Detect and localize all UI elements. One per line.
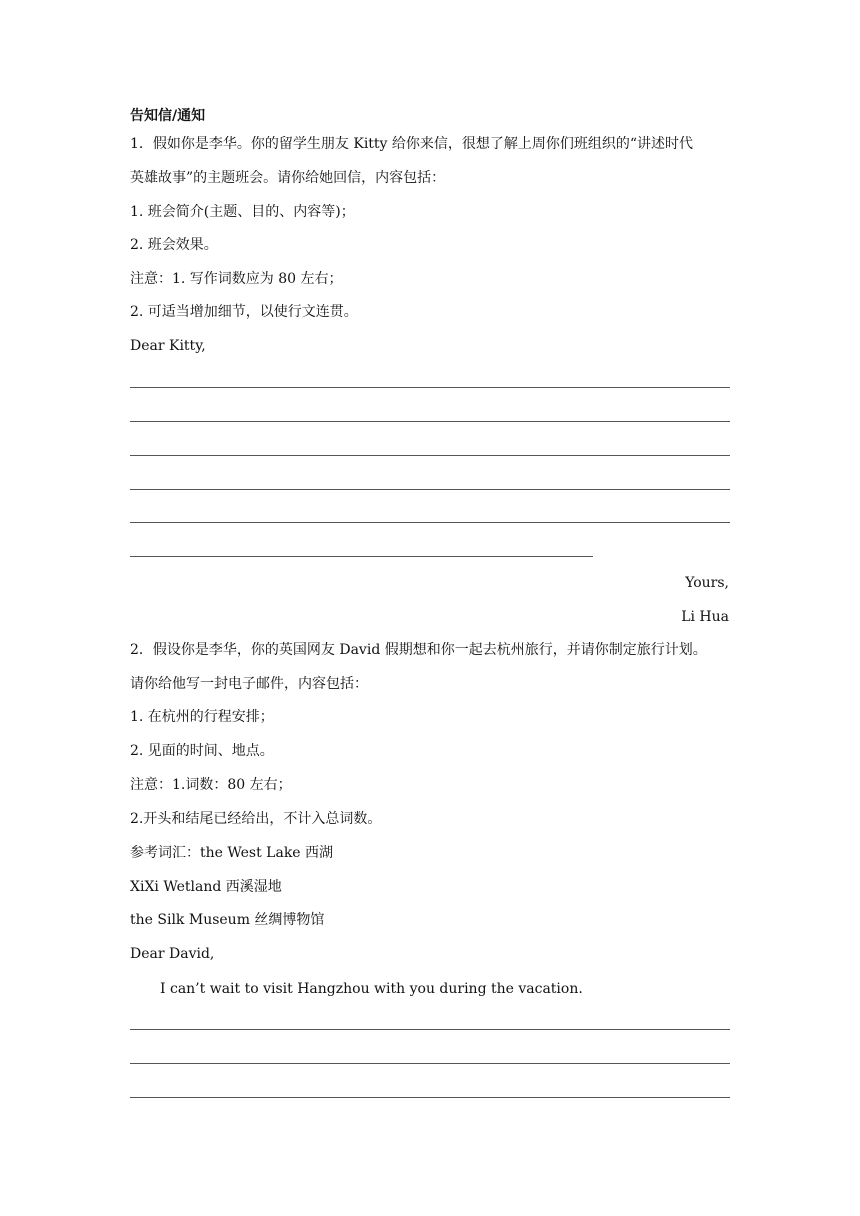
q1-answer-line-4[interactable]	[130, 489, 730, 490]
q2-vocab1: 参考词汇：the West Lake 西湖	[130, 845, 334, 861]
q2-note1: 注意：1.词数：80 左右；	[130, 777, 292, 793]
q1-point2: 2. 班会效果。	[130, 237, 218, 253]
q2-point2: 2. 见面的时间、地点。	[130, 743, 274, 759]
q2-opening: I can’t wait to visit Hangzhou with you during the vacation.	[160, 981, 583, 997]
q2-prompt-line1: 2．假设你是李华，你的英国网友 David 假期想和你一起去杭州旅行，并请你制定旅行计划。	[130, 642, 707, 658]
q1-point1: 1. 班会简介(主题、目的、内容等)；	[130, 204, 355, 220]
q2-vocab2: XiXi Wetland 西溪湿地	[130, 879, 282, 895]
q2-answer-line-2[interactable]	[130, 1063, 730, 1064]
q1-greeting: Dear Kitty,	[130, 338, 206, 354]
q2-answer-line-3[interactable]	[130, 1097, 730, 1098]
q2-note2: 2.开头和结尾已经给出，不计入总词数。	[130, 811, 382, 827]
section-title: 告知信/通知	[130, 108, 206, 124]
q1-note2: 2. 可适当增加细节，以使行文连贯。	[130, 304, 358, 320]
q2-vocab3: the Silk Museum 丝绸博物馆	[130, 912, 325, 928]
q1-answer-line-3[interactable]	[130, 455, 730, 456]
q1-prompt-line2: 英雄故事”的主题班会。请你给她回信，内容包括：	[130, 170, 446, 186]
q2-prompt-line2: 请你给他写一封电子邮件，内容包括：	[130, 676, 368, 692]
q1-prompt-line1: 1．假如你是李华。你的留学生朋友 Kitty 给你来信，很想了解上周你们班组织的“讲述时代	[130, 136, 694, 152]
q1-answer-line-6[interactable]	[130, 556, 593, 557]
q1-answer-line-5[interactable]	[130, 522, 730, 523]
q1-answer-line-2[interactable]	[130, 421, 730, 422]
q2-greeting: Dear David,	[130, 946, 215, 962]
q1-answer-line-1[interactable]	[130, 387, 730, 388]
q1-signature: Li Hua	[681, 609, 729, 625]
q1-note1: 注意：1. 写作词数应为 80 左右；	[130, 271, 343, 287]
q2-answer-line-1[interactable]	[130, 1029, 730, 1030]
q1-closing: Yours,	[685, 575, 729, 591]
q2-point1: 1. 在杭州的行程安排；	[130, 709, 274, 725]
